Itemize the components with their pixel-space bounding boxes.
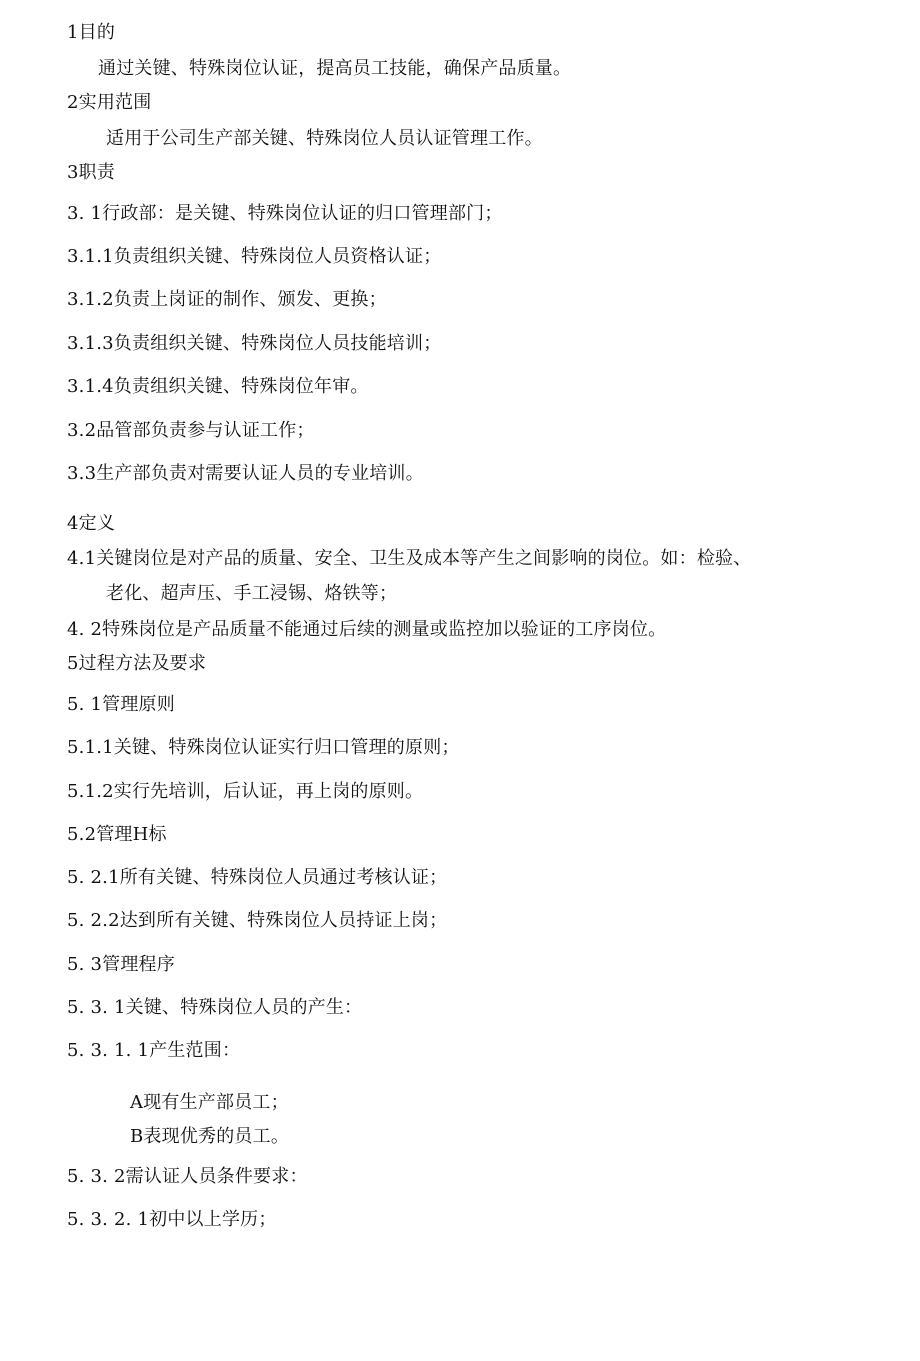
resp-3-1: 3. 1行政部：是关键、特殊岗位认证的归口管理部门；	[67, 203, 503, 224]
scope-item-a: A现有生产部员工；	[130, 1092, 289, 1113]
proc-5-2-2: 5. 2.2达到所有关键、特殊岗位人员持证上岗；	[67, 910, 448, 931]
heading-purpose: 1目的	[67, 22, 116, 43]
proc-5-1-2: 5.1.2实行先培训，后认证，再上岗的原则。	[67, 781, 424, 802]
def-4-1-cont: 老化、超声压、手工浸锡、烙铁等；	[106, 583, 398, 604]
proc-5-2: 5.2管理H标	[67, 824, 167, 845]
def-4-1: 4.1关键岗位是对产品的质量、安全、卫生及成本等产生之间影响的岗位。如：检验、	[67, 548, 752, 569]
proc-5-3-1-1: 5. 3. 1. 1产生范围：	[67, 1040, 241, 1061]
heading-definitions: 4定义	[67, 513, 116, 534]
proc-5-1-1: 5.1.1关键、特殊岗位认证实行归口管理的原则；	[67, 737, 460, 758]
resp-3-3: 3.3生产部负责对需要认证人员的专业培训。	[67, 463, 424, 484]
heading-scope: 2实用范围	[67, 92, 152, 113]
purpose-text: 通过关键、特殊岗位认证，提高员工技能，确保产品质量。	[98, 58, 572, 79]
resp-3-1-1: 3.1.1负责组织关键、特殊岗位人员资格认证；	[67, 246, 442, 267]
heading-process: 5过程方法及要求	[67, 653, 207, 674]
proc-5-3-2: 5. 3. 2需认证人员条件要求：	[67, 1166, 308, 1187]
def-4-2: 4. 2特殊岗位是产品质量不能通过后续的测量或监控加以验证的工序岗位。	[67, 619, 667, 640]
proc-5-3-2-1: 5. 3. 2. 1初中以上学历；	[67, 1209, 277, 1230]
scope-text: 适用于公司生产部关键、特殊岗位人员认证管理工作。	[106, 128, 543, 149]
proc-5-2-1: 5. 2.1所有关键、特殊岗位人员通过考核认证；	[67, 867, 448, 888]
resp-3-1-4: 3.1.4负责组织关键、特殊岗位年审。	[67, 376, 369, 397]
scope-item-b: B表现优秀的员工。	[130, 1126, 290, 1147]
proc-5-3: 5. 3管理程序	[67, 954, 175, 975]
resp-3-2: 3.2品管部负责参与认证工作；	[67, 420, 315, 441]
resp-3-1-3: 3.1.3负责组织关键、特殊岗位人员技能培训；	[67, 333, 442, 354]
proc-5-1: 5. 1管理原则	[67, 694, 175, 715]
resp-3-1-2: 3.1.2负责上岗证的制作、颁发、更换；	[67, 289, 387, 310]
proc-5-3-1: 5. 3. 1关键、特殊岗位人员的产生：	[67, 997, 363, 1018]
heading-responsibilities: 3职责	[67, 162, 116, 183]
